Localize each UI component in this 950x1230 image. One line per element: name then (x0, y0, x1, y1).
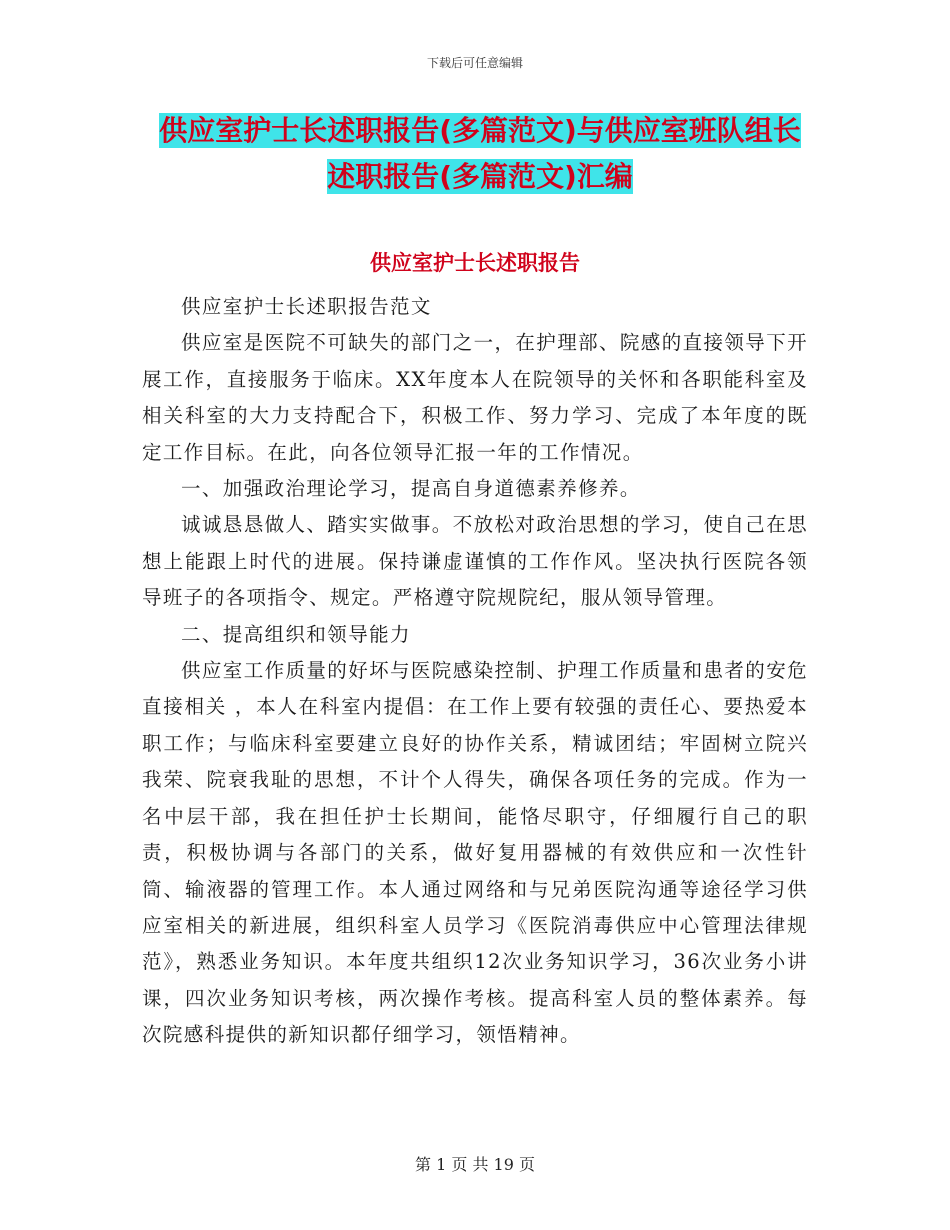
document-title-line-2: 述职报告(多篇范文)汇编 (327, 160, 633, 193)
body-paragraph: 供应室护士长述职报告范文 (181, 295, 432, 318)
body-paragraph: 供应室工作质量的好坏与医院感染控制、护理工作质量和患者的安危直接相关 ，本人在科室内提倡：在工作上要有较强的责任心、要热爱本职工作；与临床科室要建立良好的协作关系，精诚团结；牢固树立院兴我荣、院衰我耻的思想，不计个人得失，确保各项任务的完成。作为一名中层干部，我在担任护士长期间，能恪尽职守，仔细履行自己的职责，积极协调与各部门的关系，做好复用器械的有效供应和一次性针筒、输液器的管理工作。本人通过网络和与兄弟医院沟通等途径学习供应室相关的新进展，组织科室人员学习《医院消毒供应中心管理法律规范》，熟悉业务知识。本年度共组织12次业务知识学习，36次业务小讲课，四次业务知识考核，两次操作考核。提高科室人员的整体素养。每次院感科提供的新知识都仔细学习，领悟精神。 (142, 659, 809, 1047)
document-body (142, 289, 808, 1054)
page-header-note: 下载后可任意编辑 (426, 56, 523, 70)
body-paragraph: 诚诚恳恳做人、踏实实做事。不放松对政治思想的学习，使自己在思想上能跟上时代的进展。保持谦虚谨慎的工作作风。坚决执行医院各领导班子的各项指令、规定。严格遵守院规院纪，服从领导管理。 (142, 513, 809, 610)
section-heading: 供应室护士长述职报告 (370, 251, 580, 275)
body-paragraph: 供应室是医院不可缺失的部门之一，在护理部、院感的直接领导下开展工作，直接服务于临床。XX年度本人在院领导的关怀和各职能科室及相关科室的大力支持配合下，积极工作、努力学习、完成了本年度的既定工作目标。在此，向各位领导汇报一年的工作情况。 (142, 331, 809, 464)
document-title (150, 108, 810, 200)
document-title-line-1: 供应室护士长述职报告(多篇范文)与供应室班队组长 (159, 114, 801, 147)
body-paragraph: 二、提高组织和领导能力 (181, 622, 411, 646)
page-footer: 第 1 页 共 19 页 (415, 1155, 535, 1174)
body-paragraph: 一、加强政治理论学习，提高自身道德素养修养。 (181, 477, 641, 501)
